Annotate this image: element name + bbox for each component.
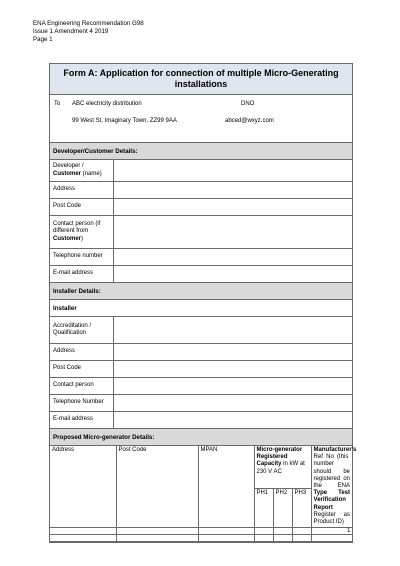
customer-phone-field[interactable] [114, 249, 352, 265]
customer-name-field[interactable] [114, 160, 352, 181]
micro-ph3-cell[interactable] [292, 528, 311, 535]
col-mpan-header: MPAN [198, 446, 254, 528]
installer-address-field[interactable] [114, 344, 352, 360]
customer-phone-label: Telephone number [50, 249, 114, 265]
micro-ph1-cell[interactable] [254, 528, 273, 535]
customer-name-label: Developer / Customer (name) [50, 160, 114, 181]
form-a [49, 63, 357, 543]
installer-phone-row [50, 395, 352, 412]
installer-address-label: Address [50, 344, 114, 360]
document-header [33, 20, 144, 44]
installer-accreditation-row [50, 317, 352, 344]
installer-postcode-field[interactable] [114, 361, 352, 377]
form-title: Form A: Application for connection of multiple Micro-Generating installations [50, 64, 352, 95]
page-number: 1 [347, 527, 351, 534]
customer-address-label: Address [50, 182, 114, 198]
customer-postcode-row [50, 199, 352, 216]
customer-phone-row [50, 249, 352, 266]
ph2-header: PH2 [273, 488, 292, 527]
col-manufacturer-header: Manufacturer's Ref No (this number should be registered on the ENA Type Test Verification Report Register as Product ID) [311, 446, 352, 528]
header-issue: Issue 1 Amendment 4 2019 [33, 28, 109, 35]
installer-contact-field[interactable] [114, 378, 352, 394]
dno-address: 99 West St, Imaginary Town, ZZ99 9AA [72, 118, 177, 124]
customer-contact-label: Contact person (if different from Customer) [50, 216, 114, 248]
customer-email-row [50, 266, 352, 283]
dno-email: abced@wxyz.com [225, 118, 274, 124]
installer-phone-field[interactable] [114, 395, 352, 411]
customer-postcode-label: Post Code [50, 199, 114, 215]
micro-ref-cell[interactable] [311, 535, 352, 542]
customer-address-row [50, 182, 352, 199]
installer-postcode-label: Post Code [50, 361, 114, 377]
col-postcode-header: Post Code [116, 446, 198, 528]
customer-contact-field[interactable] [114, 216, 352, 248]
micro-data-row[interactable] [50, 528, 352, 535]
installer-accreditation-label: Accreditation / Qualification [50, 317, 114, 343]
col-address-header: Address [50, 446, 116, 528]
micro-ph1-cell[interactable] [254, 535, 273, 542]
micro-address-cell[interactable] [50, 528, 116, 535]
micro-postcode-cell[interactable] [116, 535, 198, 542]
micro-address-cell[interactable] [50, 535, 116, 542]
customer-postcode-field[interactable] [114, 199, 352, 215]
customer-name-row [50, 160, 352, 182]
installer-email-field[interactable] [114, 412, 352, 428]
customer-email-field[interactable] [114, 266, 352, 282]
micro-mpan-cell[interactable] [198, 528, 254, 535]
micro-header-row [50, 446, 352, 488]
micro-data-row[interactable] [50, 535, 352, 542]
ph3-header: PH3 [292, 488, 311, 527]
installer-contact-label: Contact person [50, 378, 114, 394]
customer-contact-row [50, 216, 352, 249]
micro-ph3-cell[interactable] [292, 535, 311, 542]
micro-mpan-cell[interactable] [198, 535, 254, 542]
micro-ph2-cell[interactable] [273, 528, 292, 535]
micro-section-title: Proposed Micro-generator Details: [50, 429, 352, 446]
dno-label: DNO [241, 101, 255, 107]
dno-name: ABC electricity distribution [72, 101, 142, 107]
installer-subtitle: Installer [50, 300, 352, 317]
installer-email-label: E-mail address [50, 412, 114, 428]
ph1-header: PH1 [254, 488, 273, 527]
installer-address-row [50, 344, 352, 361]
micro-ref-cell[interactable] [311, 528, 352, 535]
installer-email-row [50, 412, 352, 429]
installer-accreditation-field[interactable] [114, 317, 352, 343]
customer-address-field[interactable] [114, 182, 352, 198]
header-page: Page 1 [33, 36, 53, 43]
micro-postcode-cell[interactable] [116, 528, 198, 535]
customer-section-title: Developer/Customer Details: [50, 143, 352, 160]
customer-email-label: E-mail address [50, 266, 114, 282]
to-label: To [54, 101, 61, 107]
micro-ph2-cell[interactable] [273, 535, 292, 542]
installer-section-title: Installer Details: [50, 283, 352, 300]
installer-contact-row [50, 378, 352, 395]
header-standard: ENA Engineering Recommendation G98 [33, 20, 144, 27]
col-capacity-header: Micro-generator Registered Capacity in kW at 230 V AC [254, 446, 311, 488]
recipient-block [50, 95, 352, 143]
micro-generator-table [50, 446, 357, 542]
installer-postcode-row [50, 361, 352, 378]
installer-phone-label: Telephone Number [50, 395, 114, 411]
